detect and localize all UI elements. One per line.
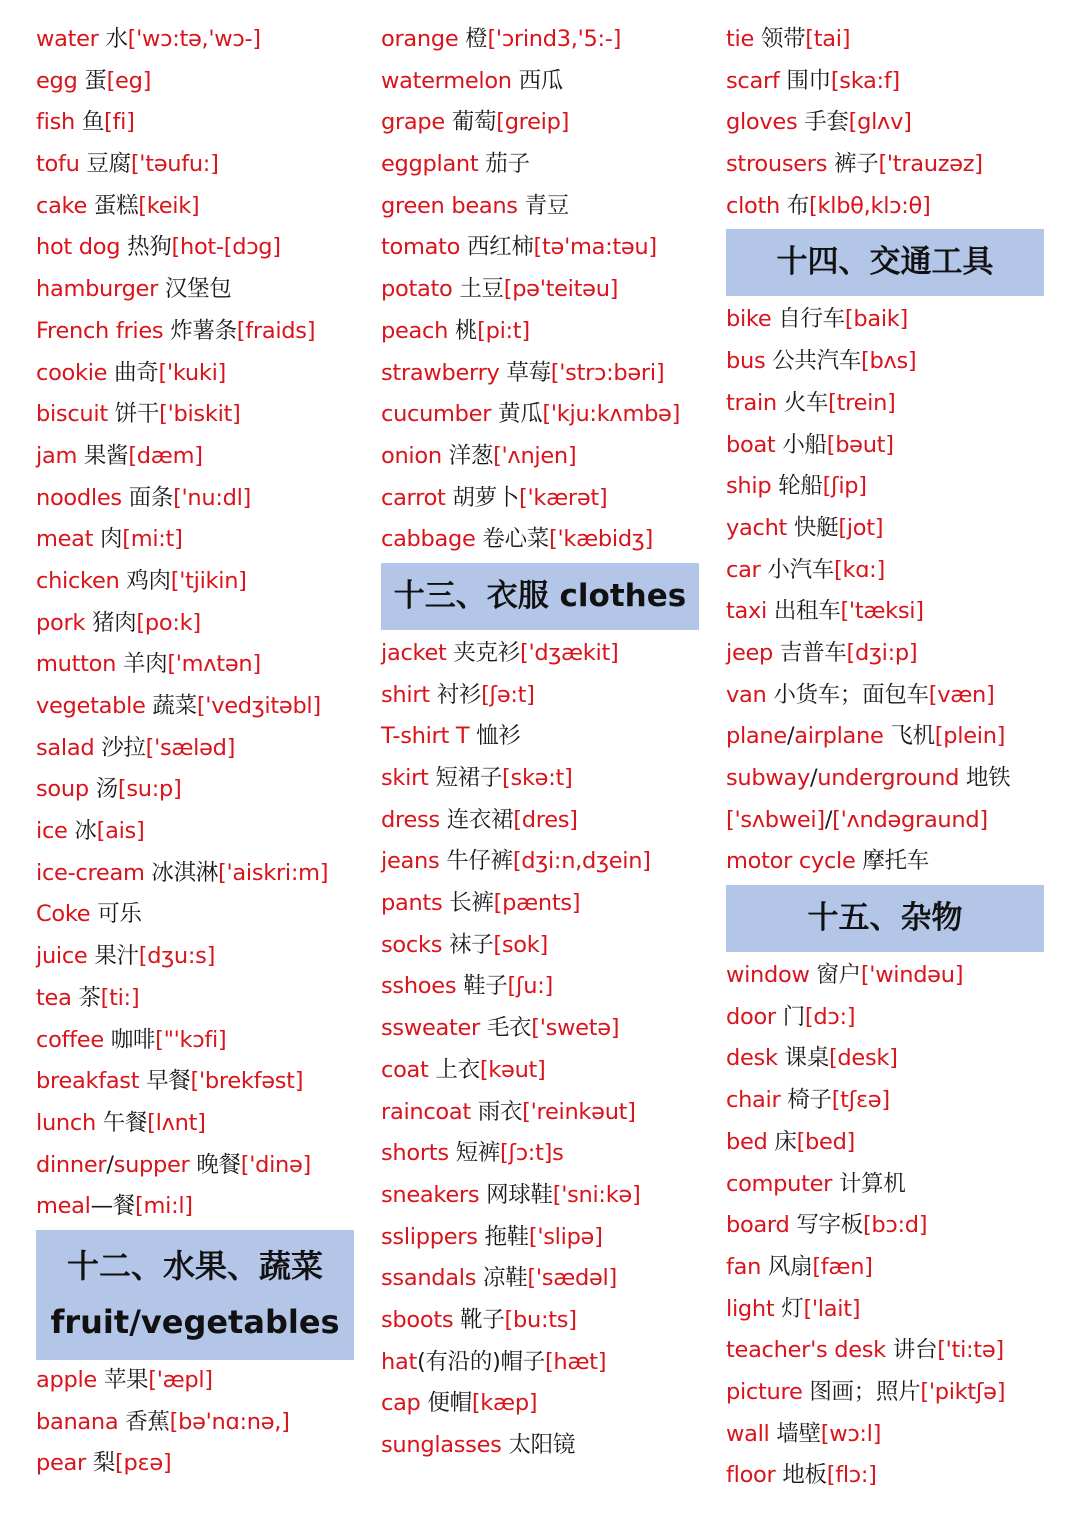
vocab-item: water 水['wɔ:tə,'wɔ-]: [36, 26, 261, 52]
vocab-item: gloves 手套[glʌv]: [726, 109, 912, 136]
vocab-item: fish 鱼[fi]: [36, 109, 135, 136]
vocab-item: apple 苹果['æpl]: [36, 1366, 213, 1393]
vocab-item: onion 洋葱['ʌnjen]: [381, 442, 577, 469]
vocab-item-motorcycle: motor cycle 摩托车: [726, 848, 929, 875]
vocab-item: cucumber 黄瓜['kju:kʌmbə]: [381, 401, 681, 428]
vocab-item: sshoes 鞋子[ʃu:]: [381, 973, 553, 1000]
vocab-item: tomato 西红柿[tə'ma:təu]: [381, 234, 657, 261]
vocab-item: car 小汽车[kɑ:]: [726, 556, 885, 583]
vocab-item: potato 土豆[pə'teitəu]: [381, 276, 619, 303]
vocab-item: peach 桃[pi:t]: [381, 317, 530, 344]
vocab-item: teacher's desk 讲台['ti:tə]: [726, 1337, 1004, 1364]
vocab-item: train 火车[trein]: [726, 389, 896, 416]
vocab-item: eggplant 茄子: [381, 151, 530, 178]
vocab-list-transport: [726, 299, 1056, 883]
vocab-item: chair 椅子[tʃɛə]: [726, 1087, 890, 1114]
vocab-item: orange 橙['ɔrind3,'5:-]: [381, 26, 622, 52]
vocab-item: green beans 青豆: [381, 192, 569, 219]
vocab-list-clothes: [381, 633, 706, 1467]
vocab-item: coffee 咖啡["'kɔfi]: [36, 1026, 227, 1053]
vocab-item: cap 便帽[kæp]: [381, 1390, 538, 1417]
vocab-item: desk 课桌[desk]: [726, 1045, 898, 1072]
vocab-item: floor 地板[flɔ:]: [726, 1462, 877, 1489]
vocab-item: Coke 可乐: [36, 901, 142, 928]
vocab-item: strousers 裤子['trauzəz]: [726, 151, 983, 178]
vocab-item: T-shirt T 恤衫: [381, 723, 521, 750]
vocab-item: pants 长裤[pænts]: [381, 890, 581, 917]
vocab-item: shirt 衬衫[ʃə:t]: [381, 681, 535, 708]
vocab-item: vegetable 蔬菜['vedʒitəbl]: [36, 693, 321, 719]
vocab-item: ship 轮船[ʃip]: [726, 473, 867, 500]
vocab-item: sunglasses 太阳镜: [381, 1432, 576, 1458]
section-heading-misc: 十五、杂物: [726, 885, 1044, 952]
vocab-item: yacht 快艇[jot]: [726, 514, 884, 541]
vocab-item: door 门[dɔ:]: [726, 1003, 856, 1030]
vocab-item: sneakers 网球鞋['sni:kə]: [381, 1181, 641, 1208]
vocab-item: French fries 炸薯条[fraids]: [36, 317, 316, 344]
vocab-item: watermelon 西瓜: [381, 67, 564, 94]
vocab-item: salad 沙拉['sæləd]: [36, 734, 236, 761]
vocab-item: juice 果汁[dʒu:s]: [36, 943, 216, 970]
vocab-item: soup 汤[su:p]: [36, 776, 182, 803]
vocab-item: coat 上衣[kəut]: [381, 1056, 546, 1083]
column-3: [726, 19, 1056, 1497]
section-heading-clothes: 十三、衣服 clothes: [381, 563, 699, 630]
vocab-item: tofu 豆腐['təufu:]: [36, 151, 219, 178]
vocab-item: cloth 布[klbθ,klɔ:θ]: [726, 192, 931, 219]
vocab-item: board 写字板[bɔ:d]: [726, 1212, 928, 1239]
vocab-item-subway-phonetic: ['sʌbwei]/['ʌndəgraund]: [726, 806, 988, 833]
vocab-item: hamburger 汉堡包: [36, 276, 232, 303]
vocab-item: scarf 围巾[ska:f]: [726, 67, 900, 94]
vocab-item: raincoat 雨衣['reinkəut]: [381, 1098, 636, 1125]
vocab-item: tea 茶[ti:]: [36, 984, 140, 1011]
vocab-item: chicken 鸡肉['tjikin]: [36, 567, 247, 594]
vocab-item: jacket 夹克衫['dʒækit]: [381, 639, 619, 666]
vocab-item: wall 墙壁[wɔ:l]: [726, 1420, 882, 1447]
vocab-item: sslippers 拖鞋['slipə]: [381, 1223, 603, 1250]
vocab-item: cabbage 卷心菜['kæbidʒ]: [381, 526, 653, 553]
vocab-item-plane: plane/airplane 飞机[plein]: [726, 723, 1006, 750]
vocab-item: bed 床[bed]: [726, 1128, 856, 1155]
vocab-item: ice 冰[ais]: [36, 818, 145, 845]
vocab-item: mutton 羊肉['mʌtən]: [36, 651, 261, 678]
vocab-item-dinner: dinner/supper 晚餐['dinə]: [36, 1151, 312, 1178]
vocab-item: banana 香蕉[bə'nɑ:nə,]: [36, 1408, 290, 1435]
vocab-item: pear 梨[pɛə]: [36, 1450, 172, 1477]
vocab-list-accessories: [726, 19, 1056, 227]
vocab-item: meat 肉[mi:t]: [36, 526, 183, 553]
column-1: [36, 19, 361, 1485]
vocab-item-meal: meal—餐[mi:l]: [36, 1193, 193, 1220]
vocab-item: bus 公共汽车[bʌs]: [726, 348, 917, 375]
vocab-list-vegetables: [381, 19, 706, 561]
vocab-item: strawberry 草莓['strɔ:bəri]: [381, 359, 665, 386]
vocab-item: van 小货车；面包车[væn]: [726, 681, 995, 708]
vocab-item: jeans 牛仔裤[dʒi:n,dʒein]: [381, 848, 651, 875]
vocab-item: noodles 面条['nu:dl]: [36, 484, 252, 511]
vocab-item: hot dog 热狗[hot-[dɔg]: [36, 234, 281, 261]
vocab-item: boat 小船[bəut]: [726, 431, 894, 458]
vocab-item: jeep 吉普车[dʒi:p]: [726, 639, 918, 666]
heading-line-1: 十二、水果、蔬菜: [66, 1246, 323, 1285]
vocab-item: ssandals 凉鞋['sædəl]: [381, 1265, 617, 1292]
vocab-item: grape 葡萄[greip]: [381, 109, 570, 136]
vocab-item: picture 图画；照片['piktʃə]: [726, 1378, 1006, 1405]
vocab-item: hat(有沿的)帽子[hæt]: [381, 1348, 607, 1375]
vocab-item: carrot 胡萝卜['kærət]: [381, 484, 608, 511]
vocab-item: breakfast 早餐['brekfəst]: [36, 1068, 304, 1095]
vocab-item: shorts 短裤[ʃɔ:t]s: [381, 1140, 564, 1167]
vocab-item: taxi 出租车['tæksi]: [726, 598, 924, 625]
vocab-item: fan 风扇[fæn]: [726, 1253, 873, 1280]
vocab-item: bike 自行车[baik]: [726, 306, 908, 333]
vocab-item: jam 果酱[dæm]: [36, 442, 203, 469]
section-heading-transport: 十四、交通工具: [726, 229, 1044, 296]
section-heading-fruit-vegetables: [36, 1230, 354, 1360]
vocab-item: tie 领带[tai]: [726, 26, 851, 52]
vocab-item: cake 蛋糕[keik]: [36, 192, 200, 219]
vocab-list-food: [36, 19, 361, 1228]
vocab-item: skirt 短裙子[skə:t]: [381, 765, 573, 791]
vocab-item: sboots 靴子[bu:ts]: [381, 1306, 577, 1333]
vocab-item: lunch 午餐[lʌnt]: [36, 1109, 206, 1136]
vocab-item: ssweater 毛衣['swetə]: [381, 1015, 620, 1042]
vocab-item: socks 袜子[sok]: [381, 931, 548, 958]
column-2: [381, 19, 706, 1467]
vocab-item: dress 连衣裙[dres]: [381, 806, 578, 833]
vocab-item: computer 计算机: [726, 1170, 906, 1197]
vocab-list-misc: [726, 955, 1056, 1497]
vocab-item: egg 蛋[eg]: [36, 67, 152, 94]
vocab-item: pork 猪肉[po:k]: [36, 609, 201, 636]
vocab-item: biscuit 饼干['biskit]: [36, 401, 241, 428]
heading-line-2: fruit/vegetables: [50, 1302, 340, 1341]
vocab-list-fruit: [36, 1360, 361, 1485]
vocab-item-subway: subway/underground 地铁: [726, 765, 1011, 791]
vocab-item: light 灯['lait]: [726, 1295, 861, 1322]
vocab-item: ice-cream 冰淇淋['aiskri:m]: [36, 859, 329, 886]
vocab-item: cookie 曲奇['kuki]: [36, 359, 227, 386]
vocab-item: window 窗户['windəu]: [726, 962, 964, 989]
